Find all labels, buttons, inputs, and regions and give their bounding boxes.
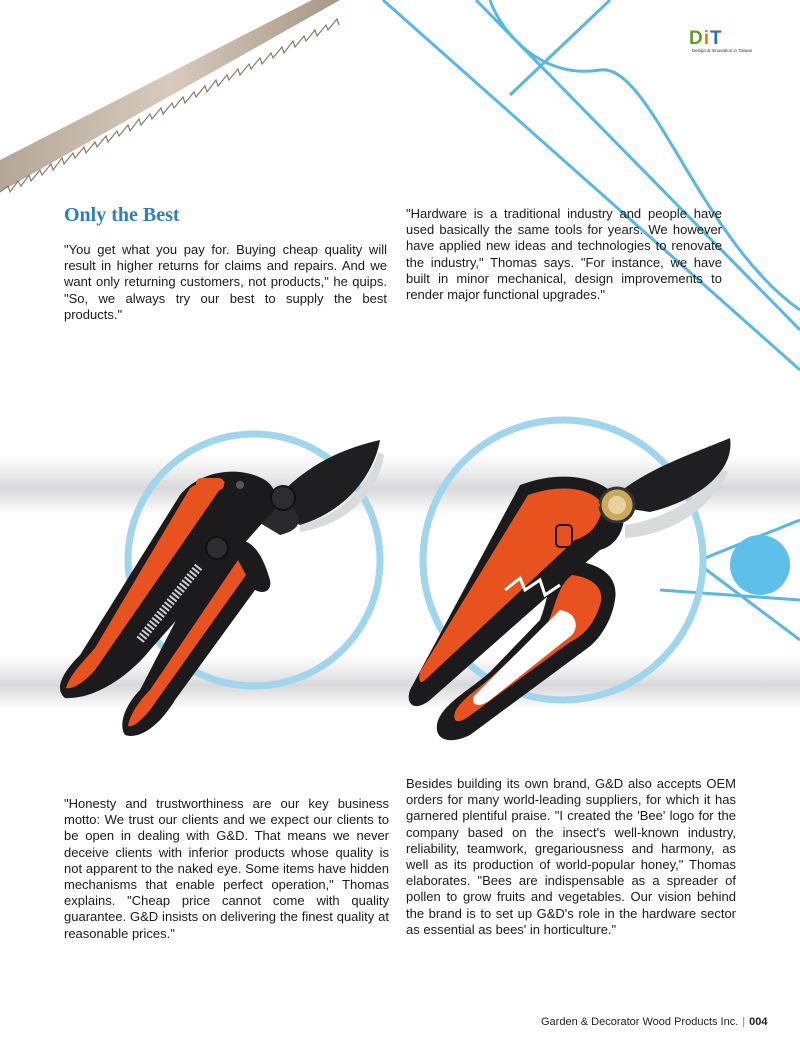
- paragraph-honesty: "Honesty and trustworthiness are our key business motto: We trust our clients and we expect our clients to be open in dealing with G&D. That means we never deceive clients with inferior products whose quality is not apparent to the naked eye. Some items have hidden mechanisms that enable perfect operation," Thomas explains. "Cheap price cannot come with quality guarantee. G&D insists on delivering the finest quality at reasonable prices.": [64, 796, 389, 941]
- paragraph-quality: "You get what you pay for. Buying cheap quality will result in higher returns for claims and repairs. And we want only returning customers, not products," he quips. "So, we always try our best to supply the best products.": [64, 242, 387, 322]
- page-number: 004: [749, 1016, 768, 1028]
- footer-company: Garden & Decorator Wood Products Inc.: [541, 1016, 739, 1028]
- footer-separator: |: [742, 1016, 746, 1028]
- page-footer: [541, 1016, 768, 1028]
- saw-blade-image: [0, 0, 340, 192]
- section-heading: Only the Best: [64, 204, 180, 226]
- logo-tagline: Design & Innovation in Taiwan: [692, 48, 753, 53]
- logo-mark: DiT: [689, 28, 723, 49]
- paragraph-hardware: "Hardware is a traditional industry and people have used basically the same tools for years. We however have applied new ideas and technologies to renovate the industry," Thomas says. "For instance, we have built in minor mechanical, design improvements to render major functional upgrades.": [406, 206, 722, 303]
- paragraph-oem-brand: Besides building its own brand, G&D also accepts OEM orders for many world-leading suppliers, for which it has garnered plentiful praise. "I created the 'Bee' logo for the company based on the insect's well-known industry, reliability, teamwork, gregariousness and harmony, as well as its production of world-popular honey," Thomas elaborates. "Bees are indispensable as a spreader of pollen to grow fruits and vegetables. Our vision behind the brand is to set up G&D's role in the hardware sector as essential as bees' in horticulture.": [406, 776, 736, 937]
- dit-logo: [689, 28, 769, 54]
